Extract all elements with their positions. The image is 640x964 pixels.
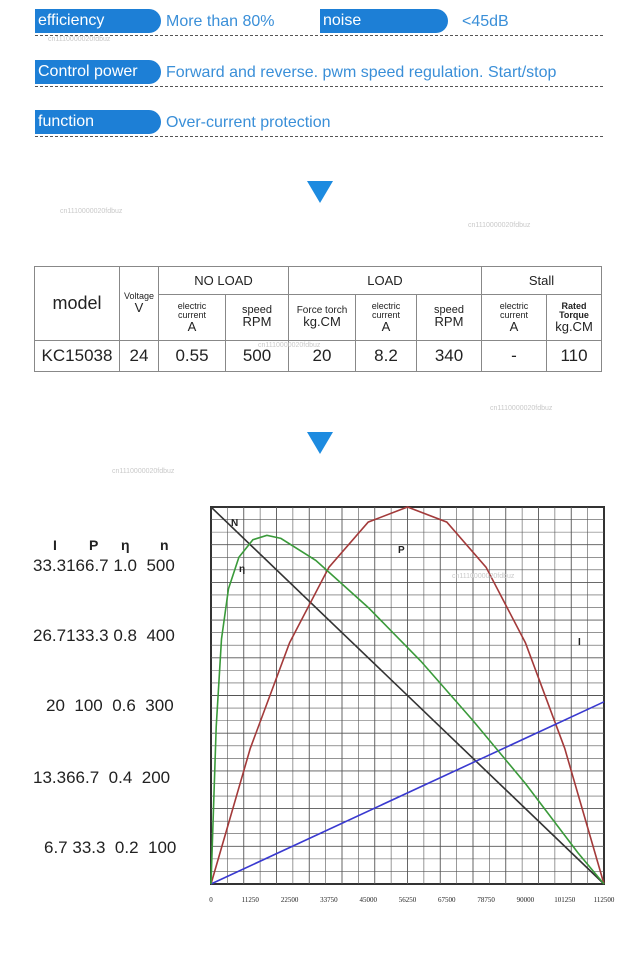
- voltage-header: Voltage V: [120, 267, 159, 341]
- watermark: cn1110000020fdbuz: [48, 36, 111, 43]
- efficiency-value: More than 80%: [166, 13, 275, 30]
- x-tick-label: 56250: [398, 896, 417, 904]
- series-label-p: P: [398, 545, 405, 556]
- x-tick-label: 67500: [438, 896, 456, 904]
- subheader-cell: electric current A: [356, 295, 417, 341]
- table-cell: -: [482, 341, 547, 372]
- y-header-speed: n: [160, 537, 169, 553]
- no-load-header: NO LOAD: [159, 267, 289, 295]
- watermark: cn1110000020fdbuz: [452, 573, 515, 580]
- x-tick-labels: [209, 896, 615, 904]
- watermark: cn1110000020fdbuz: [258, 342, 321, 349]
- x-tick-label: 101250: [554, 896, 576, 904]
- y-tick-row: 20 100 0.6 300: [46, 696, 174, 715]
- y-tick-row: 13.366.7 0.4 200: [33, 768, 171, 787]
- x-tick-label: 33750: [320, 896, 338, 904]
- y-header-efficiency: η: [121, 537, 130, 553]
- control-power-value: Forward and reverse. pwm speed regulation. Start/stop: [166, 64, 557, 81]
- noise-label: noise: [320, 9, 448, 33]
- table-cell: 110: [547, 341, 602, 372]
- function-label: function: [35, 110, 161, 134]
- watermark: cn1110000020fdbuz: [468, 222, 531, 229]
- y-tick-row: 26.7133.3 0.8 400: [33, 626, 175, 645]
- table-cell: 0.55: [159, 341, 226, 372]
- efficiency-label: efficiency: [35, 9, 161, 33]
- table-cell: 24: [120, 341, 159, 372]
- x-tick-label: 90000: [516, 896, 535, 904]
- watermark: cn1110000020fdbuz: [60, 208, 123, 215]
- table-cell: 8.2: [356, 341, 417, 372]
- subheader-cell: speed RPM: [226, 295, 289, 341]
- x-tick-label: 78750: [477, 896, 495, 904]
- noise-value: <45dB: [462, 13, 509, 30]
- x-tick-label: 45000: [359, 896, 377, 904]
- y-tick-row: 6.7 33.3 0.2 100: [44, 838, 177, 857]
- load-header: LOAD: [289, 267, 482, 295]
- subheader-cell: Force torch kg.CM: [289, 295, 356, 341]
- subheader-cell: Rated Torque kg.CM: [547, 295, 602, 341]
- function-value: Over-current protection: [166, 114, 331, 131]
- subheader-cell: electric current A: [159, 295, 226, 341]
- subheader-cell: electric current A: [482, 295, 547, 341]
- watermark: cn1110000020fdbuz: [112, 468, 175, 475]
- table-cell: 340: [417, 341, 482, 372]
- table-cell: 20: [289, 341, 356, 372]
- model-header: model: [35, 267, 120, 341]
- x-tick-label: 22500: [280, 896, 299, 904]
- y-tick-row: 33.3166.7 1.0 500: [33, 556, 175, 575]
- table-cell: 500: [226, 341, 289, 372]
- x-tick-label: 11250: [241, 896, 259, 904]
- control-power-label: Control power: [35, 60, 161, 84]
- y-header-power: P: [89, 537, 99, 553]
- series-label-eta: η: [239, 564, 246, 575]
- table-cell: KC15038: [35, 341, 120, 372]
- watermark: cn1110000020fdbuz: [490, 405, 553, 412]
- y-header-current: I: [53, 537, 57, 553]
- subheader-cell: speed RPM: [417, 295, 482, 341]
- series-label-i: I: [578, 637, 581, 648]
- stall-header: Stall: [482, 267, 602, 295]
- x-tick-label: 112500: [593, 896, 615, 904]
- x-tick-label: 0: [209, 896, 213, 904]
- series-label-n: N: [231, 518, 239, 529]
